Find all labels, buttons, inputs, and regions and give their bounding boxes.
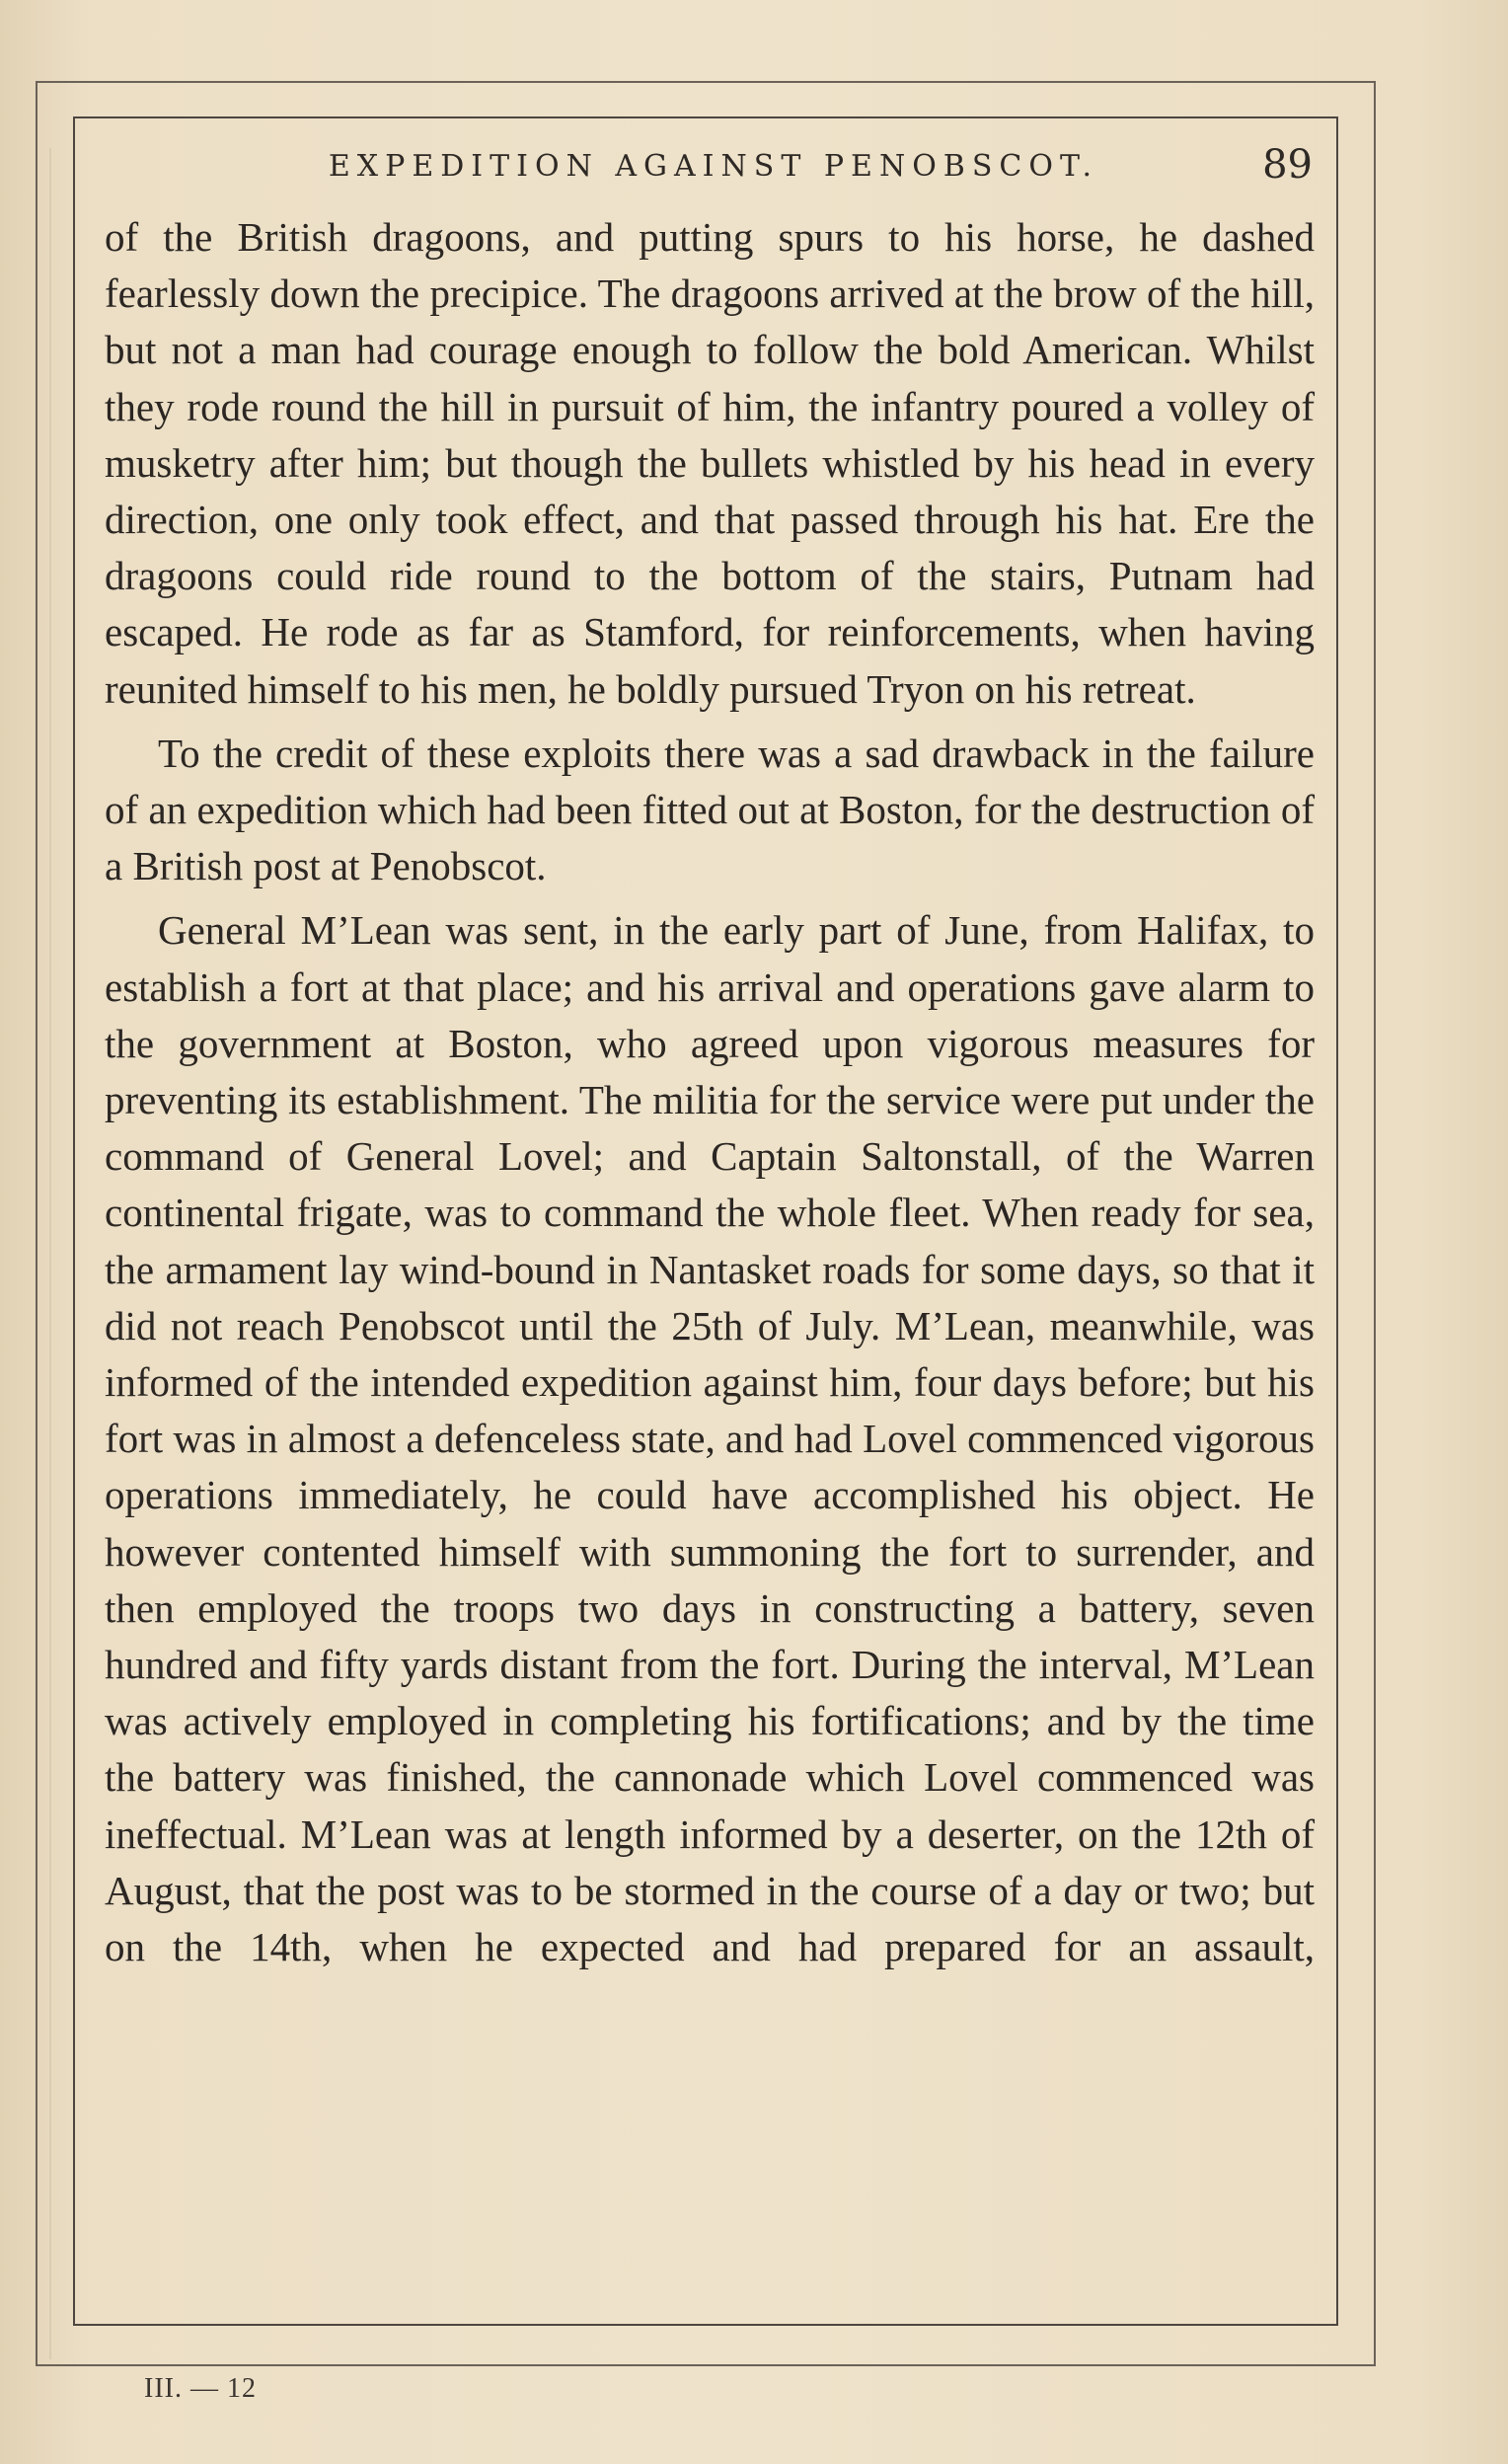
page-header xyxy=(109,138,1319,193)
body-text xyxy=(105,209,1315,1983)
paragraph-2: To the credit of these exploits there was a sad drawback in the failure of an expedition which had been fitted out at Boston, for the destruction of a British post at Penobscot. xyxy=(105,730,1315,889)
paragraph-3: General M’Lean was sent, in the early part of June, from Halifax, to establish a fort at that place; and his arrival and operations gave alarm to the government at Boston, who agreed upon vigorous measures for preventing its establishment. The militia for the service were put under the command of General Lovel; and Captain Saltonstall, of the Warren continental frigate, was to command the whole fleet. When ready for sea, the armament lay wind-bound in Nantasket roads for some days, so that it did not reach Penobscot until the 25th of July. M’Lean, meanwhile, was informed of the intended expedition against him, four days before; but his fort was in almost a defenceless state, and had Lovel commenced vigorous operations immediately, he could have accomplished his object. He however contented himself with summoning the fort to surrender, and then employed the troops two days in constructing a battery, seven hundred and fifty yards distant from the fort. During the interval, M’Lean was actively employed in completing his fortifications; and by the time the battery was finished, the cannonade which Lovel commenced was ineffectual. M’Lean was at length informed by a deserter, on the 12th of August, that the post was to be stormed in the course of a day or two; but on the 14th, when he expected and had prepared for an assault, xyxy=(105,907,1315,1970)
paragraph-1: of the British dragoons, and putting spurs to his horse, he dashed fearlessly down the precipice. The dragoons arrived at the brow of the hill, but not a man had courage enough to follow the bold American. Whilst they rode round the hill in pursuit of him, the infantry poured a volley of musketry after him; but though the bullets whistled by his head in every direction, one only took effect, and that passed through his hat. Ere the dragoons could ride round to the bottom of the stairs, Putnam had escaped. He rode as far as Stamford, for reinforcements, when having reunited himself to his men, he boldly pursued Tryon on his retreat. xyxy=(105,214,1315,712)
page-number: 89 xyxy=(1262,142,1313,188)
running-head: EXPEDITION AGAINST PENOBSCOT. xyxy=(328,148,1099,184)
signature-mark: III. — 12 xyxy=(144,2373,257,2404)
